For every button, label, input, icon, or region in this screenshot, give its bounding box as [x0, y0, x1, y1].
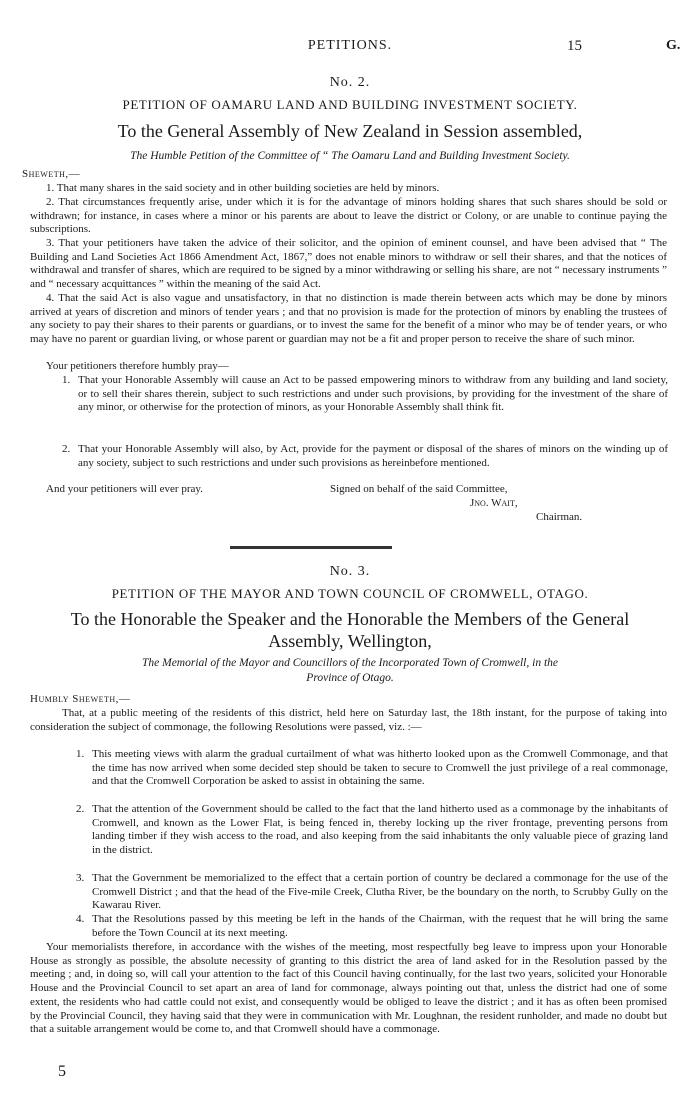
- petition-2-para-4: 4. That the said Act is also vague and unsatisfactory, in that no distinction is made therein between acts which may be done by minors arrived at years of discretion and minors of tender years ; and that no provision is made for the protection of minors by enabling the trustees of any society to pay their shares to their parents or guardians, or to invest the same for the benefit of a minor who may be of tender years, or who may have no parent or guardian living, or whose parent or guardian may not be a fit and proper person to receive the share of such minor.: [30, 292, 667, 346]
- prayer-2-number: 2.: [62, 443, 71, 455]
- resolution-3: [76, 872, 668, 913]
- petition-2-prayer-2: [62, 443, 668, 470]
- prayer-2-text: That your Honorable Assembly will also, by Act, provide for the payment or disposal of the shares of minors on the winding up of any society, subject to such restrictions and under such provisions as hereinbefore mentioned.: [78, 443, 668, 469]
- resolution-4-text: That the Resolutions passed by this meeting be left in the hands of the Chairman, with the request that he will bring the same before the Town Council at its next meeting.: [92, 913, 668, 939]
- resolution-3-text: That the Government be memorialized to the effect that a certain portion of country be declared a commonage for the use of the Cromwell District ; and that the head of the Five-mile Creek, Clutha River, be the boundary on the north, to Scrubby Gully on the Kawarau River.: [92, 872, 668, 912]
- petition-2-signer-role: Chairman.: [536, 511, 583, 523]
- running-title: PETITIONS.: [307, 38, 393, 53]
- petition-3-subtitle-line-1: The Memorial of the Mayor and Councillors of the Incorporated Town of Cromwell, in the: [141, 657, 558, 669]
- petition-3-subtitle-line-2: Province of Otago.: [306, 672, 394, 684]
- petition-3-closing-para: Your memorialists therefore, in accordance with the wishes of the meeting, most respectfully beg leave to impress upon your Honorable House as strongly as possible, the absolute necessity of granting to this district the area of land asked for in the Resolution passed by the meeting ; and, in doing so, will call your attention to the fact of this Council having continually, for the last two years, solicited your Honorable House and the Provincial Council to set apart an area of land for commonage, always pointing out that, unless the district had one of some extent, the residents who had cattle could not exist, and consequently would be obliged to leave the district ; and it has as often been promised by the Provincial Council, they having said that they were in communication with Mr. Loughnan, the resident runholder, and made no doubt but that a suitable arrangement would be come to, and that Cromwell should have a commonage.: [30, 941, 667, 1036]
- petition-2-para-3: 3. That your petitioners have taken the advice of their solicitor, and the opinion of eminent counsel, and have been advised that “ The Building and Land Societies Act 1866 Amendment Act, 1867,” does not enable minors to withdraw or sell their shares, and that the notices of withdrawal and transfer of shares, which are required to be signed by a minor withdrawing or selling his share, are not “ necessary instruments ” and “ necessary acquittances ” within the meaning of the said Act.: [30, 237, 667, 291]
- petition-3-sheweth: Humbly Sheweth,—: [30, 693, 131, 705]
- petition-3-title: PETITION OF THE MAYOR AND TOWN COUNCIL OF CROMWELL, OTAGO.: [111, 586, 589, 601]
- resolution-3-number: 3.: [76, 872, 85, 884]
- series-letter: G.: [666, 38, 681, 53]
- petition-2-number: No. 2.: [329, 75, 371, 90]
- section-divider: [230, 546, 392, 549]
- resolution-2: [76, 803, 668, 858]
- petition-2-para-2: 2. That circumstances frequently arise, under which it is for the advantage of minors holding shares that such shares should be sold or withdrawn; for instance, in cases where a minor or his parents are about to leave the district or Colony, or are unable to continue paying the subscriptions.: [30, 196, 667, 236]
- petition-2-prayer-1: [62, 374, 668, 415]
- petition-2-sheweth: Sheweth,—: [22, 168, 81, 180]
- petition-2-signed: Signed on behalf of the said Committee,: [330, 483, 508, 495]
- resolution-2-number: 2.: [76, 803, 85, 815]
- resolution-4: [76, 913, 668, 940]
- petition-2-closing: And your petitioners will ever pray.: [46, 483, 203, 495]
- resolution-2-text: That the attention of the Government should be called to the fact that the land hitherto used as a commonage by the inhabitants of Cromwell, and known as the Lower Flat, is being fenced in, thereby locking up the river frontage, preventing persons from landing timber if they wish access to the road, and also keeping from the said inhabitants the only valuable piece of grazing land in the district.: [92, 803, 668, 857]
- petition-2-title: PETITION OF OAMARU LAND AND BUILDING INVESTMENT SOCIETY.: [122, 97, 578, 112]
- petition-2-para-1: 1. That many shares in the said society and in other building societies are held by minors.: [46, 182, 440, 194]
- signature-mark: 5: [58, 1063, 66, 1080]
- resolution-1-number: 1.: [76, 748, 85, 760]
- resolution-1-text: This meeting views with alarm the gradual curtailment of what was hitherto looked upon as the Cromwell Commonage, and that the time has now arrived when some decided step should be taken to secure to Cromwell the just privilege of a real commonage, and that the Cromwell Corporation be asked to assist in obtaining the same.: [92, 748, 668, 788]
- petition-2-pray: Your petitioners therefore humbly pray—: [46, 360, 229, 372]
- petition-2-address: To the General Assembly of New Zealand in Session assembled,: [117, 121, 583, 141]
- petition-3-address-line-2: Assembly, Wellington,: [268, 631, 432, 651]
- prayer-1-number: 1.: [62, 374, 71, 386]
- running-head: [0, 38, 700, 58]
- petition-3-address-line-1: To the Honorable the Speaker and the Honorable the Members of the General: [70, 609, 630, 629]
- petition-3-number: No. 3.: [329, 564, 371, 579]
- petition-2-signer: Jno. Wait,: [470, 497, 518, 509]
- resolution-1: [76, 748, 668, 789]
- petition-3-intro: That, at a public meeting of the residents of this district, held here on Saturday last, the 18th instant, for the purpose of taking into consideration the subject of commonage, the following Resolutions were passed, viz. :—: [30, 707, 667, 733]
- prayer-1-text: That your Honorable Assembly will cause an Act to be passed empowering minors to withdraw from any building and land society, or to sell their shares therein, subject to such restrictions and under such provisions, by providing for the investment of the share of any minor, or otherwise for the protection of minors, as your Honorable Assembly shall think fit.: [78, 374, 668, 414]
- resolution-4-number: 4.: [76, 913, 85, 925]
- petition-2-subtitle: The Humble Petition of the Committee of “ The Oamaru Land and Building Investment Society.: [130, 150, 570, 162]
- page-number: 15: [567, 38, 582, 54]
